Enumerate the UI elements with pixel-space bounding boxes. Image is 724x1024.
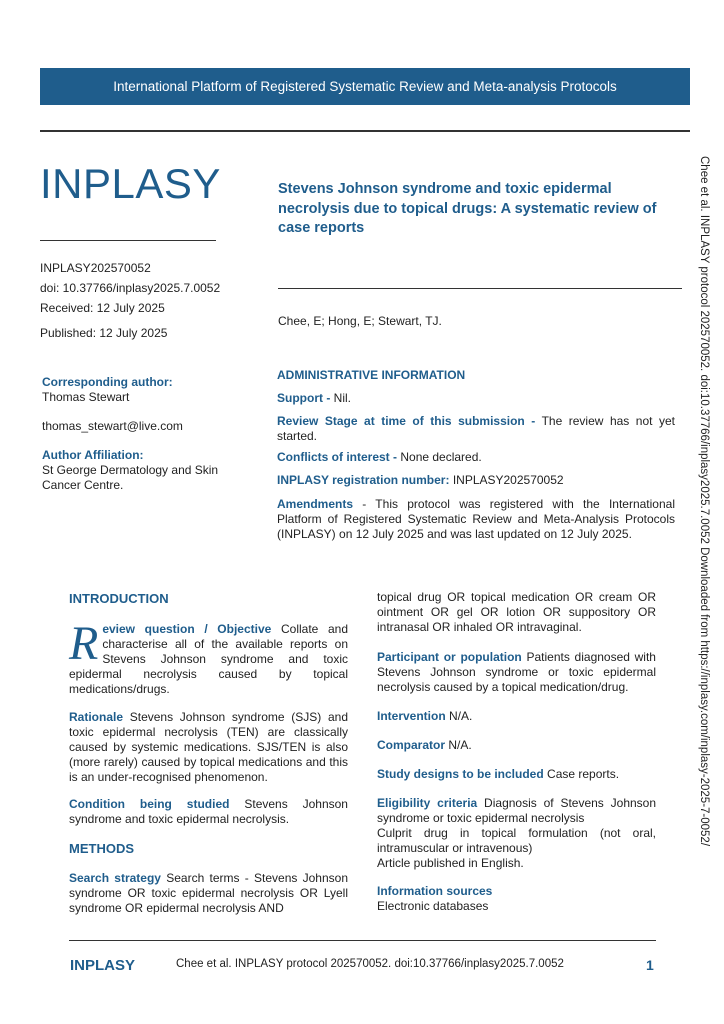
comparator-label: Comparator (377, 738, 446, 752)
search-strategy (69, 871, 348, 916)
study-designs (377, 767, 656, 782)
banner-text: International Platform of Registered Systematic Review and Meta-analysis Protocols (113, 79, 617, 94)
participants-label: Participant or population (377, 650, 522, 664)
condition-text: Stevens Johnson syndrome and toxic epidermal necrolysis. (69, 797, 348, 826)
footer-citation: Chee et al. INPLASY protocol 202570052. doi:10.37766/inplasy2025.7.0052 (176, 958, 564, 970)
participants (377, 650, 656, 695)
rationale-label: Rationale (69, 710, 124, 724)
intervention-text: N/A. (445, 709, 473, 723)
stage-text: The review has not yet started. (277, 414, 675, 443)
corresponding-label: Corresponding author: (42, 375, 173, 389)
methods-heading: METHODS (69, 841, 134, 856)
search-strategy-label: Search strategy (69, 871, 161, 885)
received-date: Received: 12 July 2025 (40, 301, 165, 315)
comparator (377, 738, 656, 753)
study-designs-text: Case reports. (543, 767, 620, 781)
eligibility-label: Eligibility criteria (377, 796, 478, 810)
review-question-text: Collate and characterise all of the available reports on Stevens Johnson syndrome and toxic epidermal necrolysis caused by topical medications/drugs. (69, 622, 349, 696)
condition-label: Condition being studied (69, 797, 230, 811)
authors: Chee, E; Hong, E; Stewart, TJ. (278, 314, 442, 328)
amendments-text: - This protocol was registered with the International Platform of Registered Systematic Review and Meta-Analysis Protocols (INPLASY) on 12 July 2025 and was last updated on 12 July 2025. (277, 497, 675, 541)
eligibility-line3: Article published in English. (377, 856, 524, 870)
eligibility-text: Diagnosis of Stevens Johnson syndrome or toxic epidermal necrolysis (377, 796, 657, 825)
footer-logo: INPLASY (70, 957, 136, 974)
doi: doi: 10.37766/inplasy2025.7.0052 (40, 281, 221, 295)
study-designs-label: Study designs to be included (377, 767, 544, 781)
review-question (69, 617, 349, 697)
admin-heading: ADMINISTRATIVE INFORMATION (277, 368, 466, 382)
support-item (277, 391, 675, 406)
conflicts-label: Conflicts of interest - (277, 450, 398, 464)
rationale (69, 710, 348, 785)
download-stamp: Chee et al. INPLASY protocol 202570052. doi:10.37766/inplasy2025.7.0052 Downloaded from https://inplasy.com/inplasy-2025-7-0052/ (698, 156, 710, 847)
top-rule (40, 130, 690, 132)
eligibility (377, 796, 656, 871)
support-text: Nil. (330, 391, 351, 405)
registration-label: INPLASY registration number: (277, 473, 450, 487)
search-strategy-text: Search terms - Stevens Johnson syndrome OR toxic epidermal necrolysis OR Lyell syndrome OR epidermal necrolysis AND (69, 871, 348, 915)
affiliation-label: Author Affiliation: (42, 448, 144, 462)
information-sources-label: Information sources (377, 884, 493, 898)
registration-id: INPLASY202570052 (40, 261, 151, 275)
drop-cap: R (69, 617, 99, 670)
stage-item (277, 414, 675, 444)
affiliation-line1: St George Dermatology and Skin (42, 463, 219, 477)
amendments-label: Amendments (277, 497, 354, 511)
corresponding-email: thomas_stewart@live.com (42, 419, 183, 433)
intervention (377, 709, 656, 724)
corresponding-name: Thomas Stewart (42, 390, 130, 404)
eligibility-line2: Culprit drug in topical formulation (not oral, intramuscular or intravenous) (377, 826, 656, 855)
inplasy-logo: INPLASY (40, 160, 221, 207)
amendments-item (277, 497, 675, 542)
logo-underline (40, 240, 216, 241)
conflicts-item (277, 450, 675, 465)
information-sources-text: Electronic databases (377, 899, 489, 913)
stage-label: Review Stage at time of this submission - (277, 414, 536, 428)
conflicts-text: None declared. (397, 450, 482, 464)
published-date: Published: 12 July 2025 (40, 326, 168, 340)
title-rule (278, 288, 682, 289)
support-label: Support - (277, 391, 331, 405)
information-sources (377, 884, 656, 914)
search-strategy-cont: topical drug OR topical medication OR cream OR ointment OR gel OR lotion OR suppository OR intranasal OR inhaled OR intravaginal. (377, 590, 656, 634)
footer-rule (69, 940, 656, 941)
review-question-label: eview question / Objective (102, 622, 272, 636)
introduction-heading: INTRODUCTION (69, 591, 169, 606)
page-number: 1 (646, 957, 654, 973)
comparator-text: N/A. (445, 738, 472, 752)
participants-text: Patients diagnosed with Stevens Johnson syndrome or toxic epidermal necrolysis caused by a topical medication/drug. (377, 650, 656, 694)
intervention-label: Intervention (377, 709, 446, 723)
affiliation-line2: Cancer Centre. (42, 478, 124, 492)
registration-text: INPLASY202570052 (449, 473, 564, 487)
registration-item (277, 473, 675, 488)
paper-title: Stevens Johnson syndrome and toxic epidermal necrolysis due to topical drugs: A systematic review of case reports (278, 181, 657, 236)
header-banner (40, 68, 690, 105)
rationale-text: Stevens Johnson syndrome (SJS) and toxic epidermal necrolysis (TEN) are classically caused by systemic medications. SJS/TEN is also (more rarely) caused by topical medications and this is an under-recognised phenomenon. (69, 710, 348, 784)
condition (69, 797, 348, 827)
